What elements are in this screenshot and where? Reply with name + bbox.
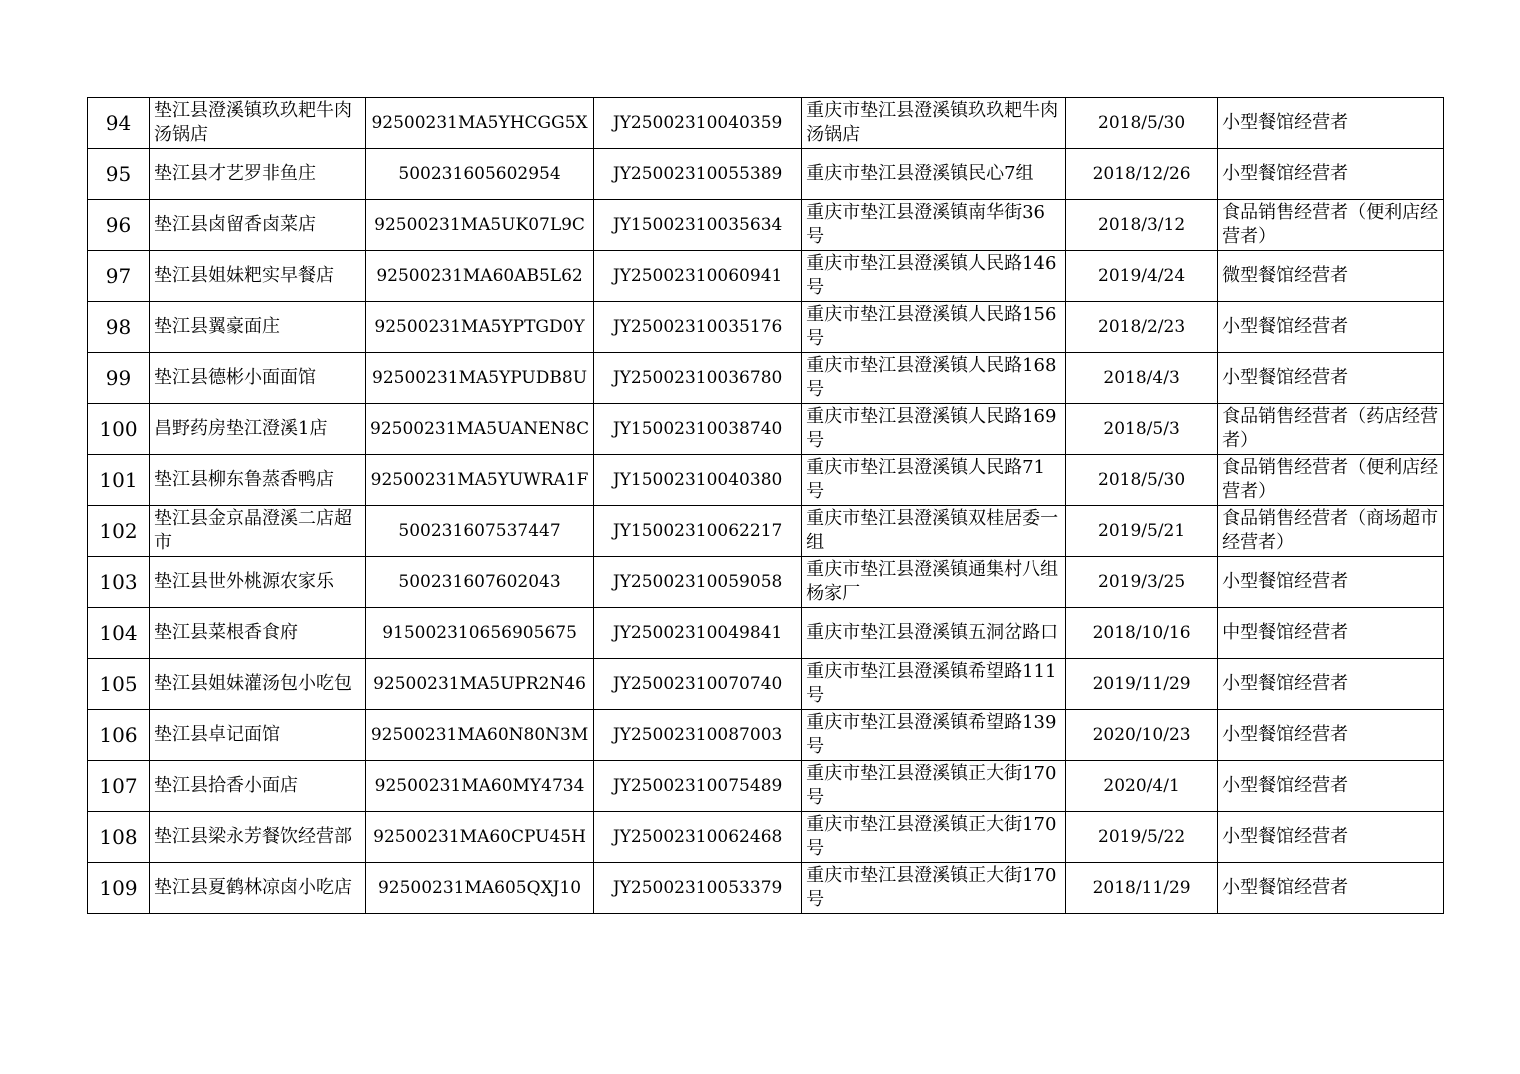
row-number: 102 xyxy=(88,506,150,557)
table-row xyxy=(88,98,1444,149)
issue-date: 2018/2/23 xyxy=(1066,302,1218,353)
row-number: 94 xyxy=(88,98,150,149)
business-license-table xyxy=(87,97,1444,914)
business-type: 微型餐馆经营者 xyxy=(1218,251,1444,302)
business-type: 小型餐馆经营者 xyxy=(1218,812,1444,863)
business-name: 垫江县翼豪面庄 xyxy=(150,302,366,353)
business-name: 垫江县卤留香卤菜店 xyxy=(150,200,366,251)
row-number: 97 xyxy=(88,251,150,302)
business-address: 重庆市垫江县澄溪镇希望路139号 xyxy=(802,710,1066,761)
business-type: 小型餐馆经营者 xyxy=(1218,863,1444,914)
business-address: 重庆市垫江县澄溪镇人民路146号 xyxy=(802,251,1066,302)
license-number: JY15002310040380 xyxy=(594,455,802,506)
issue-date: 2020/4/1 xyxy=(1066,761,1218,812)
business-type: 中型餐馆经营者 xyxy=(1218,608,1444,659)
license-number: JY25002310036780 xyxy=(594,353,802,404)
issue-date: 2018/3/12 xyxy=(1066,200,1218,251)
table-row xyxy=(88,200,1444,251)
row-number: 95 xyxy=(88,149,150,200)
business-address: 重庆市垫江县澄溪镇人民路156号 xyxy=(802,302,1066,353)
table-row xyxy=(88,353,1444,404)
business-address: 重庆市垫江县澄溪镇双桂居委一组 xyxy=(802,506,1066,557)
license-number: JY25002310040359 xyxy=(594,98,802,149)
license-number: JY25002310059058 xyxy=(594,557,802,608)
business-address: 重庆市垫江县澄溪镇正大街170号 xyxy=(802,863,1066,914)
credit-code: 500231607537447 xyxy=(366,506,594,557)
row-number: 98 xyxy=(88,302,150,353)
business-name: 垫江县姐妹灌汤包小吃包 xyxy=(150,659,366,710)
business-type: 食品销售经营者（药店经营者） xyxy=(1218,404,1444,455)
business-name: 昌野药房垫江澄溪1店 xyxy=(150,404,366,455)
row-number: 108 xyxy=(88,812,150,863)
issue-date: 2019/5/21 xyxy=(1066,506,1218,557)
credit-code: 92500231MA5UK07L9C xyxy=(366,200,594,251)
business-name: 垫江县澄溪镇玖玖耙牛肉汤锅店 xyxy=(150,98,366,149)
issue-date: 2018/10/16 xyxy=(1066,608,1218,659)
business-type: 小型餐馆经营者 xyxy=(1218,710,1444,761)
license-number: JY25002310053379 xyxy=(594,863,802,914)
credit-code: 92500231MA60CPU45H xyxy=(366,812,594,863)
business-address: 重庆市垫江县澄溪镇南华街36号 xyxy=(802,200,1066,251)
row-number: 109 xyxy=(88,863,150,914)
issue-date: 2018/4/3 xyxy=(1066,353,1218,404)
table-row xyxy=(88,863,1444,914)
row-number: 96 xyxy=(88,200,150,251)
business-type: 小型餐馆经营者 xyxy=(1218,557,1444,608)
business-name: 垫江县菜根香食府 xyxy=(150,608,366,659)
business-type: 食品销售经营者（便利店经营者） xyxy=(1218,455,1444,506)
business-type: 小型餐馆经营者 xyxy=(1218,98,1444,149)
business-address: 重庆市垫江县澄溪镇人民路71号 xyxy=(802,455,1066,506)
table-row xyxy=(88,710,1444,761)
issue-date: 2018/5/3 xyxy=(1066,404,1218,455)
credit-code: 92500231MA60MY4734 xyxy=(366,761,594,812)
business-name: 垫江县德彬小面面馆 xyxy=(150,353,366,404)
issue-date: 2018/12/26 xyxy=(1066,149,1218,200)
table-row xyxy=(88,608,1444,659)
license-number: JY25002310087003 xyxy=(594,710,802,761)
credit-code: 92500231MA5YPUDB8U xyxy=(366,353,594,404)
row-number: 107 xyxy=(88,761,150,812)
table-row xyxy=(88,659,1444,710)
license-number: JY25002310060941 xyxy=(594,251,802,302)
business-type: 小型餐馆经营者 xyxy=(1218,149,1444,200)
license-number: JY25002310035176 xyxy=(594,302,802,353)
table-row xyxy=(88,251,1444,302)
business-address: 重庆市垫江县澄溪镇玖玖耙牛肉汤锅店 xyxy=(802,98,1066,149)
business-address: 重庆市垫江县澄溪镇通集村八组杨家厂 xyxy=(802,557,1066,608)
row-number: 99 xyxy=(88,353,150,404)
license-number: JY25002310062468 xyxy=(594,812,802,863)
business-name: 垫江县夏鹤林凉卤小吃店 xyxy=(150,863,366,914)
business-name: 垫江县才艺罗非鱼庄 xyxy=(150,149,366,200)
credit-code: 92500231MA5YUWRA1F xyxy=(366,455,594,506)
business-address: 重庆市垫江县澄溪镇民心7组 xyxy=(802,149,1066,200)
license-number: JY25002310055389 xyxy=(594,149,802,200)
row-number: 101 xyxy=(88,455,150,506)
credit-code: 500231605602954 xyxy=(366,149,594,200)
business-address: 重庆市垫江县澄溪镇正大街170号 xyxy=(802,812,1066,863)
credit-code: 92500231MA605QXJ10 xyxy=(366,863,594,914)
row-number: 103 xyxy=(88,557,150,608)
business-name: 垫江县梁永芳餐饮经营部 xyxy=(150,812,366,863)
business-type: 小型餐馆经营者 xyxy=(1218,302,1444,353)
issue-date: 2019/5/22 xyxy=(1066,812,1218,863)
business-name: 垫江县拾香小面店 xyxy=(150,761,366,812)
credit-code: 92500231MA60N80N3M xyxy=(366,710,594,761)
table-body xyxy=(88,98,1444,914)
business-name: 垫江县世外桃源农家乐 xyxy=(150,557,366,608)
row-number: 105 xyxy=(88,659,150,710)
business-type: 食品销售经营者（便利店经营者） xyxy=(1218,200,1444,251)
license-number: JY25002310049841 xyxy=(594,608,802,659)
business-type: 小型餐馆经营者 xyxy=(1218,659,1444,710)
table-row xyxy=(88,506,1444,557)
table-row xyxy=(88,149,1444,200)
row-number: 104 xyxy=(88,608,150,659)
business-type: 小型餐馆经营者 xyxy=(1218,353,1444,404)
license-number: JY25002310075489 xyxy=(594,761,802,812)
table-row xyxy=(88,812,1444,863)
table-row xyxy=(88,404,1444,455)
credit-code: 92500231MA5UANEN8C xyxy=(366,404,594,455)
license-number: JY15002310062217 xyxy=(594,506,802,557)
row-number: 100 xyxy=(88,404,150,455)
credit-code: 92500231MA5UPR2N46 xyxy=(366,659,594,710)
license-number: JY25002310070740 xyxy=(594,659,802,710)
business-name: 垫江县卓记面馆 xyxy=(150,710,366,761)
business-address: 重庆市垫江县澄溪镇正大街170号 xyxy=(802,761,1066,812)
credit-code: 92500231MA60AB5L62 xyxy=(366,251,594,302)
issue-date: 2019/11/29 xyxy=(1066,659,1218,710)
business-name: 垫江县柳东鲁蒸香鸭店 xyxy=(150,455,366,506)
row-number: 106 xyxy=(88,710,150,761)
credit-code: 92500231MA5YPTGD0Y xyxy=(366,302,594,353)
credit-code: 500231607602043 xyxy=(366,557,594,608)
issue-date: 2020/10/23 xyxy=(1066,710,1218,761)
issue-date: 2018/5/30 xyxy=(1066,455,1218,506)
license-number: JY15002310035634 xyxy=(594,200,802,251)
business-name: 垫江县金京晶澄溪二店超市 xyxy=(150,506,366,557)
business-address: 重庆市垫江县澄溪镇希望路111号 xyxy=(802,659,1066,710)
credit-code: 915002310656905675 xyxy=(366,608,594,659)
business-type: 食品销售经营者（商场超市经营者） xyxy=(1218,506,1444,557)
business-address: 重庆市垫江县澄溪镇人民路168号 xyxy=(802,353,1066,404)
business-name: 垫江县姐妹粑实早餐店 xyxy=(150,251,366,302)
table-row xyxy=(88,761,1444,812)
table-row xyxy=(88,455,1444,506)
issue-date: 2019/3/25 xyxy=(1066,557,1218,608)
issue-date: 2019/4/24 xyxy=(1066,251,1218,302)
business-type: 小型餐馆经营者 xyxy=(1218,761,1444,812)
issue-date: 2018/11/29 xyxy=(1066,863,1218,914)
table-row xyxy=(88,302,1444,353)
credit-code: 92500231MA5YHCGG5X xyxy=(366,98,594,149)
license-number: JY15002310038740 xyxy=(594,404,802,455)
business-address: 重庆市垫江县澄溪镇五洞岔路口 xyxy=(802,608,1066,659)
table-row xyxy=(88,557,1444,608)
issue-date: 2018/5/30 xyxy=(1066,98,1218,149)
business-address: 重庆市垫江县澄溪镇人民路169号 xyxy=(802,404,1066,455)
